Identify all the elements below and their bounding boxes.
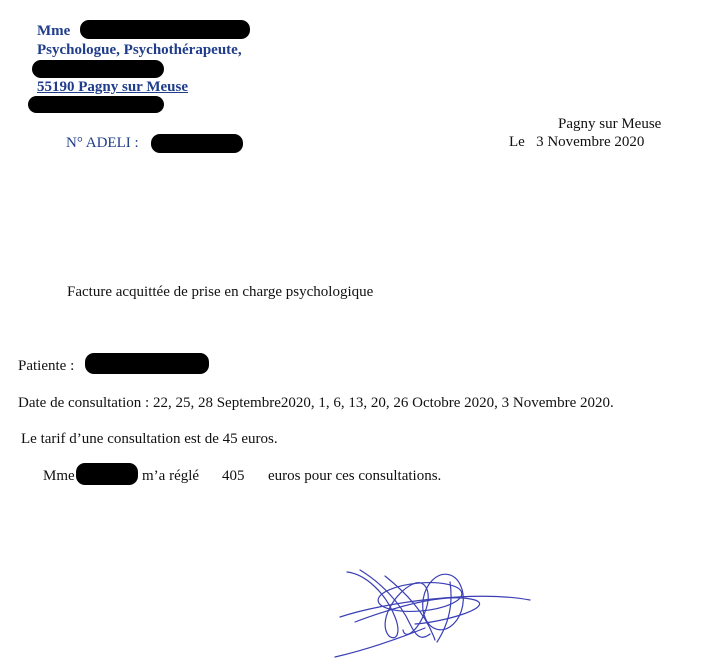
place-city: Pagny sur Meuse [558, 116, 662, 132]
signature-image [325, 562, 535, 662]
consultation-dates: Date de consultation : 22, 25, 28 Septembre2020, 1, 6, 13, 20, 26 Octobre 2020, 3 Novembre 2020. [18, 395, 614, 411]
payment-prefix: Mme [43, 468, 75, 484]
redacted-patient-name [85, 353, 209, 374]
redacted-payer-name [76, 463, 138, 485]
payment-amount: 405 [222, 468, 245, 484]
payment-middle: m’a réglé [142, 468, 200, 484]
redacted-address-line2 [28, 96, 164, 113]
redacted-adeli-number [151, 134, 243, 153]
adeli-label: N° ADELI : [66, 135, 139, 151]
document-date: Le 3 Novembre 2020 [509, 134, 645, 150]
practitioner-profession: Psychologue, Psychothérapeute, [37, 42, 242, 58]
redacted-address [32, 60, 164, 78]
tarif-line: Le tarif d’une consultation est de 45 euros. [21, 431, 278, 447]
payment-suffix: euros pour ces consultations. [268, 468, 442, 484]
practitioner-city: 55190 Pagny sur Meuse [37, 79, 188, 95]
patient-label: Patiente : [18, 358, 75, 374]
practitioner-title: Mme [37, 23, 71, 39]
document-title: Facture acquittée de prise en charge psychologique [67, 284, 374, 300]
redacted-name [80, 20, 250, 39]
